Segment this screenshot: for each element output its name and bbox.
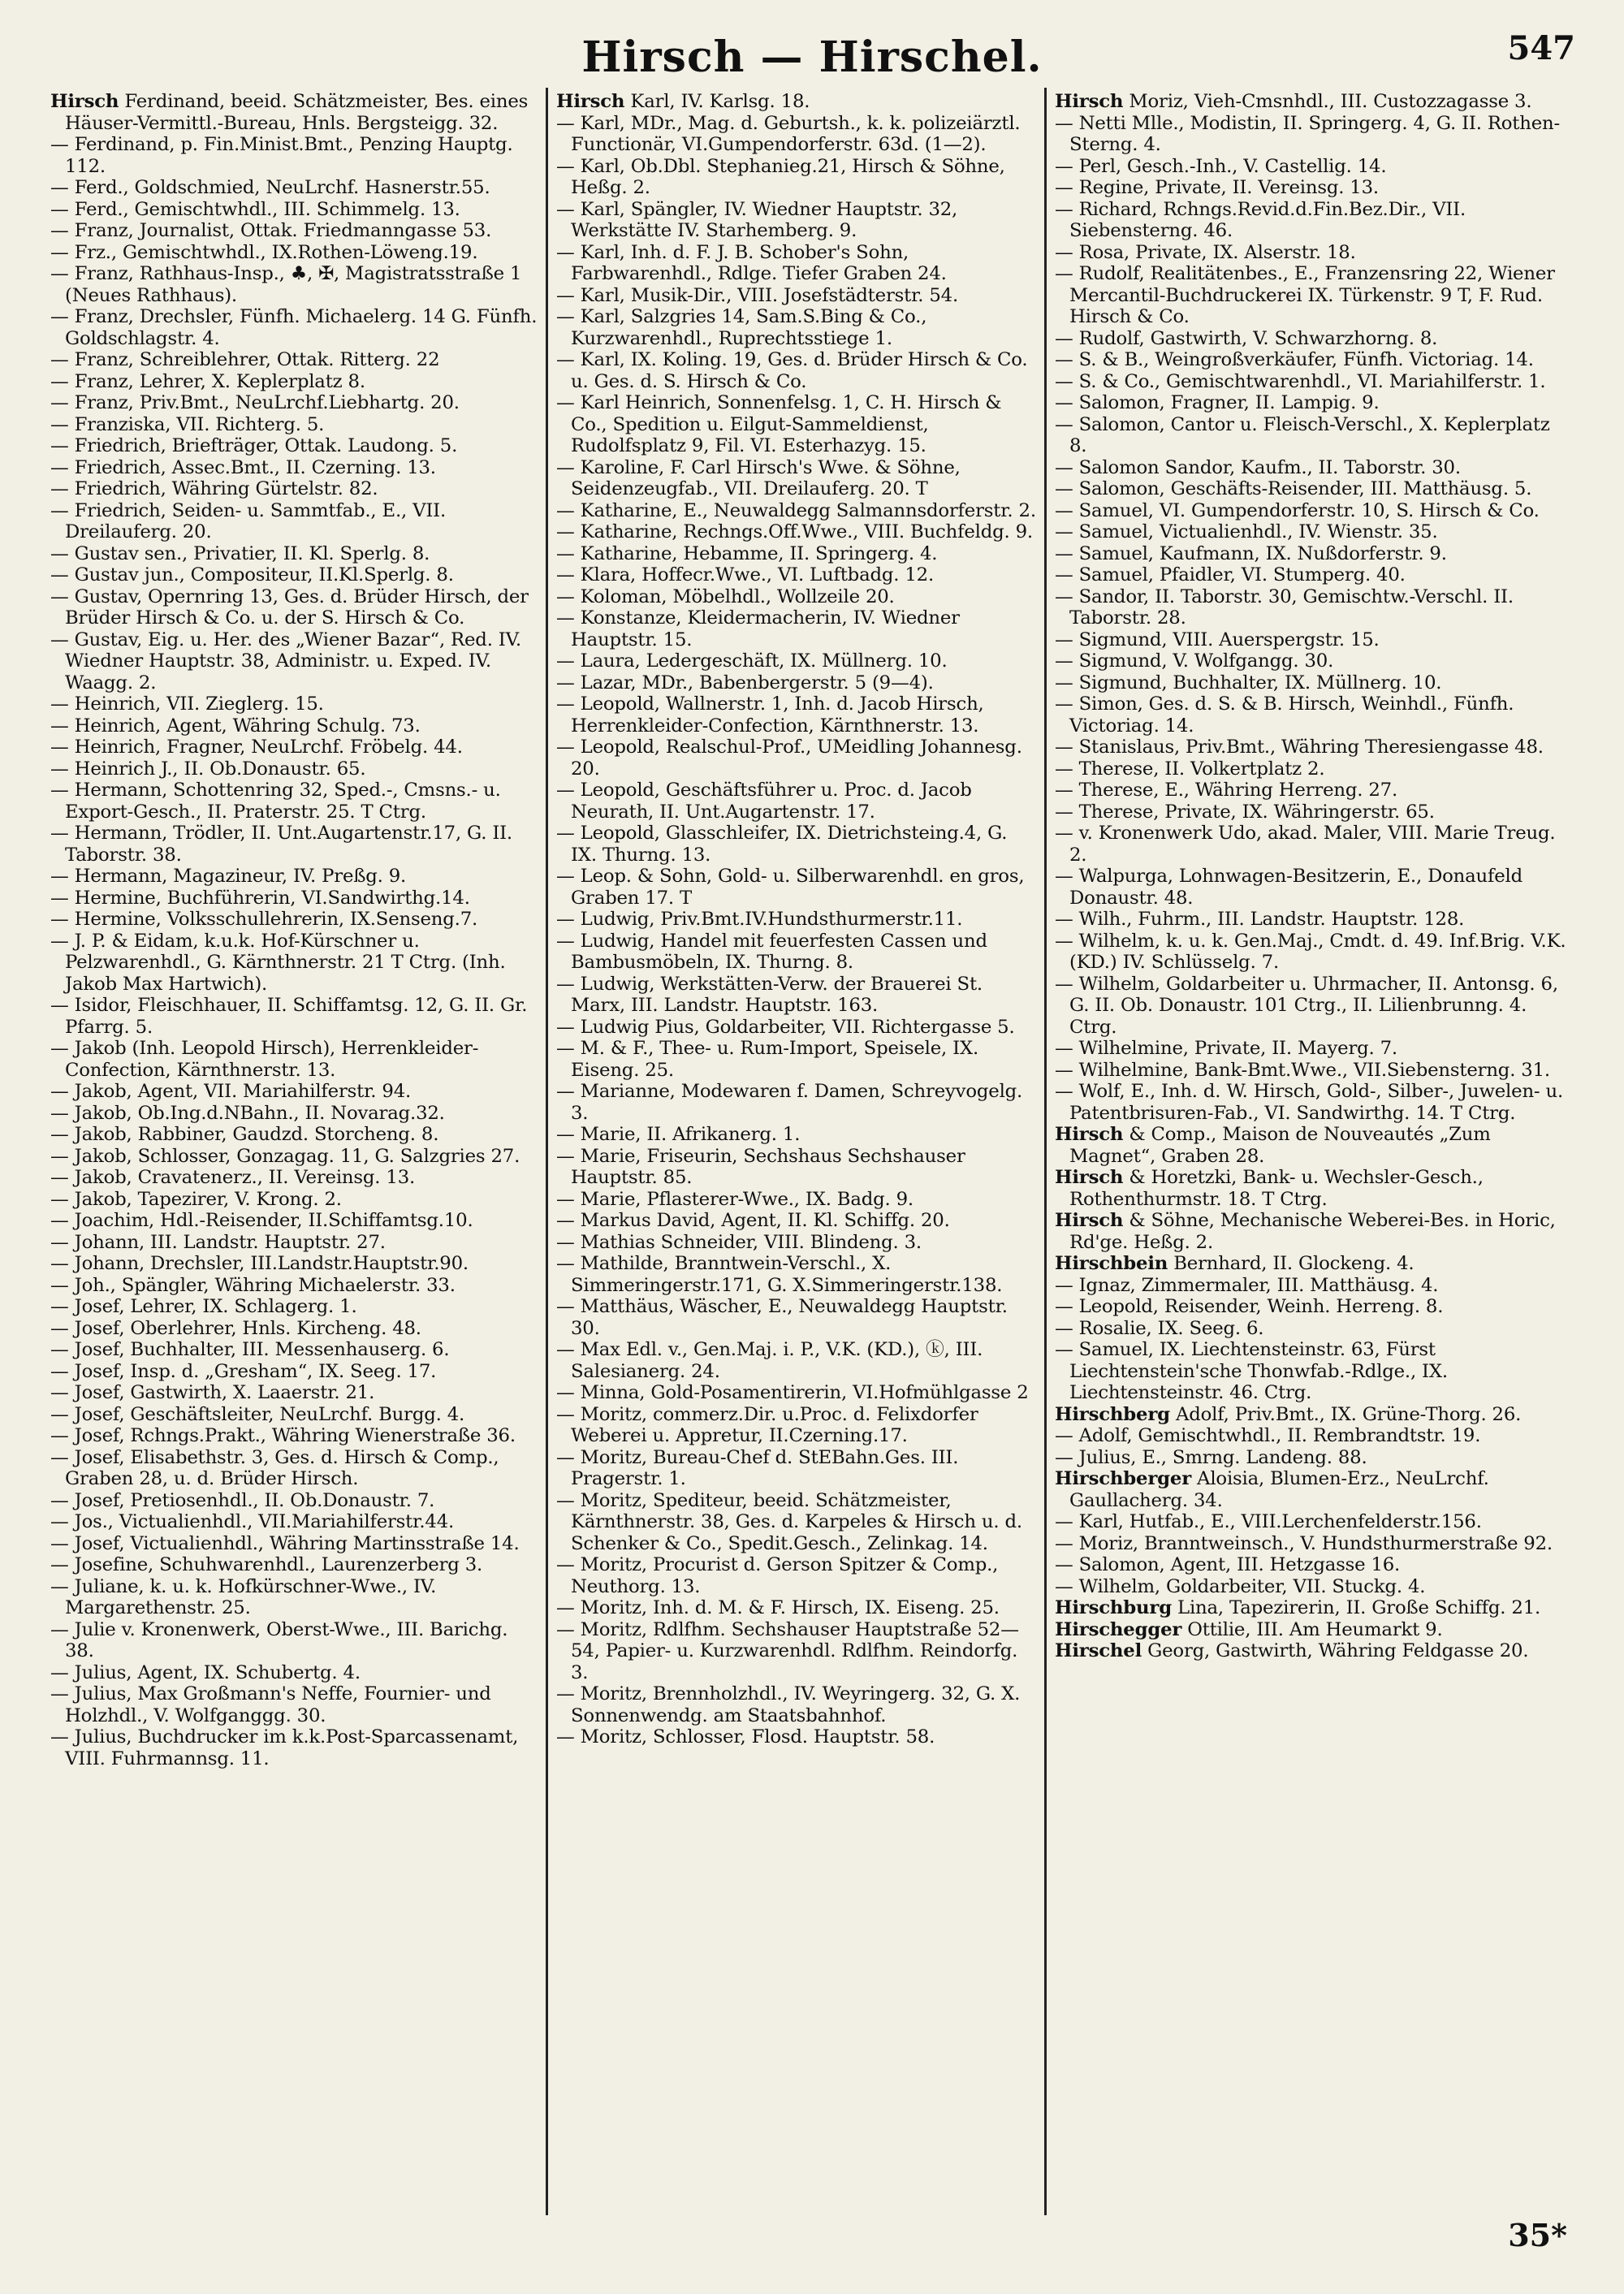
directory-entry: — Samuel, Kaufmann, IX. Nußdorferstr. 9.	[1055, 542, 1447, 564]
directory-entry: Hirschburg Lina, Tapezirerin, II. Große Schiffg. 21.	[1055, 1597, 1541, 1618]
directory-entry: — S. & Co., Gemischtwarenhdl., VI. Mariahilferstr. 1.	[1055, 370, 1546, 392]
directory-entry: — Minna, Gold-Posamentirerin, VI.Hofmühlgasse 2	[556, 1382, 1029, 1403]
directory-entry: — Markus David, Agent, II. Kl. Schiffg. 20.	[556, 1210, 950, 1231]
directory-entry: Hirschegger Ottilie, III. Am Heumarkt 9.	[1055, 1618, 1443, 1640]
directory-entry: — Moritz, Schlosser, Flosd. Hauptstr. 58.	[556, 1726, 935, 1748]
directory-entry: — v. Kronenwerk Udo, akad. Maler, VIII. Marie Treug. 2.	[1055, 823, 1556, 866]
directory-entry: — Karoline, F. Carl Hirsch's Wwe. & Söhne, Seidenzeugfab., VII. Dreilauferg. 20. T	[556, 456, 961, 499]
directory-entry: — Juliane, k. u. k. Hofkürschner-Wwe., IV. Margarethenstr. 25.	[50, 1575, 437, 1618]
directory-entry: — Therese, II. Volkertplatz 2.	[1055, 758, 1325, 780]
directory-entry: — Josef, Rchngs.Prakt., Währing Wienerstraße 36.	[50, 1425, 516, 1446]
directory-entry: — Wilh., Fuhrm., III. Landstr. Hauptstr. 128.	[1055, 909, 1465, 930]
directory-entry: — Franz, Drechsler, Fünfh. Michaelerg. 14 G. Fünfh. Goldschlagstr. 4.	[50, 306, 538, 349]
directory-entry: — Karl, Salzgries 14, Sam.S.Bing & Co., Kurzwarenhdl., Ruprechtsstiege 1.	[556, 306, 927, 349]
directory-entry: — Moritz, commerz.Dir. u.Proc. d. Felixdorfer Weberei u. Appretur, II.Czerning.17.	[556, 1403, 978, 1446]
directory-entry: — Rudolf, Gastwirth, V. Schwarzhorng. 8.	[1055, 327, 1438, 349]
directory-entry: — Leop. & Sohn, Gold- u. Silberwarenhdl. en gros, Graben 17. T	[556, 866, 1025, 909]
directory-entry: — Katharine, E., Neuwaldegg Salmannsdorferstr. 2.	[556, 499, 1036, 521]
directory-entry: — Samuel, Pfaidler, VI. Stumperg. 40.	[1055, 564, 1406, 585]
directory-entry: — Leopold, Realschul-Prof., UMeidling Johannesg. 20.	[556, 737, 1022, 780]
directory-entry: — Josef, Elisabethstr. 3, Ges. d. Hirsch & Comp., Graben 28, u. d. Brüder Hirsch.	[50, 1446, 499, 1489]
directory-entry: — Samuel, Victualienhdl., IV. Wienstr. 35.	[1055, 521, 1438, 542]
directory-entry: — Wolf, E., Inh. d. W. Hirsch, Gold-, Silber-, Juwelen- u. Patentbrisuren-Fab., VI. Sandwirthg. 14. T Ctrg.	[1055, 1081, 1563, 1124]
surname-heading: Hirsch	[1055, 1210, 1124, 1231]
directory-entry: — Ludwig Pius, Goldarbeiter, VII. Richtergasse 5.	[556, 1016, 1015, 1038]
directory-entry: — Ludwig, Handel mit feuerfesten Cassen und Bambusmöbeln, IX. Thurng. 8.	[556, 930, 987, 973]
directory-entry: — Josef, Geschäftsleiter, NeuLrchf. Burgg. 4.	[50, 1403, 465, 1425]
directory-entry: — M. & F., Thee- u. Rum-Import, Speisele, IX. Eiseng. 25.	[556, 1038, 979, 1081]
directory-entry: Hirsch & Horetzki, Bank- u. Wechsler-Gesch., Rothenthurmstr. 18. T Ctrg.	[1055, 1167, 1484, 1210]
directory-entry: — Salomon Sandor, Kaufm., II. Taborstr. 30.	[1055, 456, 1461, 478]
page-header	[49, 24, 1575, 89]
directory-entry: — Karl, Spängler, IV. Wiedner Hauptstr. 32, Werkstätte IV. Starhemberg. 9.	[556, 198, 958, 241]
directory-entry: — Moritz, Inh. d. M. & F. Hirsch, IX. Eiseng. 25.	[556, 1597, 1000, 1618]
directory-entry: — Walpurga, Lohnwagen-Besitzerin, E., Donaufeld Donaustr. 48.	[1055, 866, 1523, 909]
directory-entry: — Ludwig, Werkstätten-Verw. der Brauerei St. Marx, III. Landstr. Hauptstr. 163.	[556, 973, 983, 1016]
directory-entry: — Wilhelmine, Private, II. Mayerg. 7.	[1055, 1038, 1397, 1059]
directory-entry: — Gustav, Opernring 13, Ges. d. Brüder Hirsch, der Brüder Hirsch & Co. u. der S. Hirsch & Co.	[50, 585, 529, 629]
directory-columns	[42, 88, 1593, 2215]
directory-entry: — Hermine, Buchführerin, VI.Sandwirthg.14.	[50, 887, 470, 909]
directory-entry: — S. & B., Weingroßverkäufer, Fünfh. Victoriag. 14.	[1055, 349, 1534, 370]
directory-entry: — Friedrich, Seiden- u. Sammtfab., E., VII. Dreilauferg. 20.	[50, 499, 447, 542]
directory-entry: — Franz, Schreiblehrer, Ottak. Ritterg. 22	[50, 349, 440, 370]
directory-entry: — Leopold, Wallnerstr. 1, Inh. d. Jacob Hirsch, Herrenkleider-Confection, Kärnthnerstr. 13.	[556, 693, 984, 737]
directory-entry: — Johann, III. Landstr. Hauptstr. 27.	[50, 1231, 386, 1253]
surname-heading: Hirschegger	[1055, 1618, 1182, 1640]
surname-heading: Hirsch	[1055, 1124, 1124, 1145]
directory-entry: — Karl, Inh. d. F. J. B. Schober's Sohn, Farbwarenhdl., Rdlge. Tiefer Graben 24.	[556, 241, 947, 284]
directory-entry: — Max Edl. v., Gen.Maj. i. P., V.K. (KD.), ⓚ, III. Salesianerg. 24.	[556, 1339, 983, 1382]
directory-entry: — Regine, Private, II. Vereinsg. 13.	[1055, 177, 1379, 198]
directory-entry: Hirschberger Aloisia, Blumen-Erz., NeuLrchf. Gaullacherg. 34.	[1055, 1468, 1489, 1511]
directory-entry: — Salomon, Geschäfts-Reisender, III. Matthäusg. 5.	[1055, 478, 1532, 499]
directory-entry: — Joh., Spängler, Währing Michaelerstr. 33.	[50, 1274, 456, 1296]
directory-entry: — Leopold, Glasschleifer, IX. Dietrichsteing.4, G. IX. Thurng. 13.	[556, 823, 1008, 866]
directory-entry: — Josef, Lehrer, IX. Schlagerg. 1.	[50, 1296, 357, 1317]
directory-entry: — Ferdinand, p. Fin.Minist.Bmt., Penzing Hauptg. 112.	[50, 134, 513, 177]
directory-entry: — Marie, Pflasterer-Wwe., IX. Badg. 9.	[556, 1188, 914, 1210]
directory-entry: Hirschel Georg, Gastwirth, Währing Feldgasse 20.	[1055, 1640, 1529, 1661]
directory-entry: — Joachim, Hdl.-Reisender, II.Schiffamtsg.10.	[50, 1210, 473, 1231]
directory-entry: — Sandor, II. Taborstr. 30, Gemischtw.-Verschl. II. Taborstr. 28.	[1055, 585, 1514, 629]
directory-entry: — Franz, Lehrer, X. Keplerplatz 8.	[50, 370, 365, 392]
directory-entry: — Hermann, Magazineur, IV. Preßg. 9.	[50, 866, 407, 887]
directory-entry: — Lazar, MDr., Babenbergerstr. 5 (9—4).	[556, 672, 934, 693]
surname-heading: Hirsch	[556, 91, 625, 112]
directory-entry: — Josefine, Schuhwarenhdl., Laurenzerberg 3.	[50, 1554, 483, 1575]
directory-entry: — Salomon, Fragner, II. Lampig. 9.	[1055, 392, 1380, 413]
directory-entry: — Wilhelm, Goldarbeiter u. Uhrmacher, II. Antonsg. 6, G. II. Ob. Donaustr. 101 Ctrg., II. Lilienbrunng. 4. Ctrg.	[1055, 973, 1558, 1038]
directory-entry: Hirschberg Adolf, Priv.Bmt., IX. Grüne-Thorg. 26.	[1055, 1403, 1522, 1425]
directory-entry: — Karl Heinrich, Sonnenfelsg. 1, C. H. Hirsch & Co., Spedition u. Eilgut-Sammeldienst, Rudolfsplatz 9, Fil. VI. Esterhazyg. 15.	[556, 392, 1002, 456]
directory-entry: — Marie, Friseurin, Sechshaus Sechshauser Hauptstr. 85.	[556, 1145, 965, 1188]
directory-entry: — Wilhelm, Goldarbeiter, VII. Stuckg. 4.	[1055, 1575, 1426, 1597]
directory-entry: — Friedrich, Briefträger, Ottak. Laudong. 5.	[50, 435, 458, 456]
directory-entry: — Jakob (Inh. Leopold Hirsch), Herrenkleider-Confection, Kärnthnerstr. 13.	[50, 1038, 479, 1081]
surname-heading: Hirsch	[1055, 91, 1124, 112]
surname-heading: Hirschberger	[1055, 1468, 1192, 1489]
directory-entry: — Heinrich, VII. Zieglerg. 15.	[50, 693, 324, 715]
directory-entry: — Johann, Drechsler, III.Landstr.Hauptstr.90.	[50, 1253, 469, 1274]
directory-entry: — Klara, Hoffecr.Wwe., VI. Luftbadg. 12.	[556, 564, 934, 585]
directory-entry: — Matthäus, Wäscher, E., Neuwaldegg Hauptstr. 30.	[556, 1296, 1008, 1339]
directory-entry: — Samuel, IX. Liechtensteinstr. 63, Fürst Liechtenstein'sche Thonwfab.-Rdlge., IX. Liechtensteinstr. 46. Ctrg.	[1055, 1339, 1448, 1403]
directory-entry: Hirsch & Comp., Maison de Nouveautés „Zum Magnet“, Graben 28.	[1055, 1124, 1491, 1167]
directory-entry: — Samuel, VI. Gumpendorferstr. 10, S. Hirsch & Co.	[1055, 499, 1540, 521]
directory-entry: — Rosa, Private, IX. Alserstr. 18.	[1055, 241, 1356, 263]
directory-entry: — Ferd., Goldschmied, NeuLrchf. Hasnerstr.55.	[50, 177, 490, 198]
directory-entry: — Hermine, Volksschullehrerin, IX.Senseng.7.	[50, 909, 478, 930]
directory-entry: — Moritz, Procurist d. Gerson Spitzer & Comp., Neuthorg. 13.	[556, 1554, 999, 1597]
directory-entry: — Jakob, Rabbiner, Gaudzd. Storcheng. 8.	[50, 1124, 439, 1145]
directory-entry: — Friedrich, Assec.Bmt., II. Czerning. 13.	[50, 456, 436, 478]
page-number: 547	[1507, 29, 1575, 67]
directory-entry: — Marie, II. Afrikanerg. 1.	[556, 1124, 801, 1145]
directory-entry: — Moritz, Spediteur, beeid. Schätzmeister, Kärnthnerstr. 38, Ges. d. Karpeles & Hirsch u. d. Schenker & Co., Spedit.Gesch., Zelinkag. 14.	[556, 1489, 1022, 1554]
surname-heading: Hirschel	[1055, 1640, 1142, 1661]
directory-entry: — Franz, Rathhaus-Insp., ♣, ✠, Magistratsstraße 1 (Neues Rathhaus).	[50, 263, 522, 306]
directory-entry: — Hermann, Trödler, II. Unt.Augartenstr.17, G. II. Taborstr. 38.	[50, 823, 512, 866]
directory-entry: — Jakob, Agent, VII. Mariahilferstr. 94.	[50, 1081, 412, 1102]
directory-entry: — Stanislaus, Priv.Bmt., Währing Theresiengasse 48.	[1055, 737, 1544, 758]
page-title: Hirsch — Hirschel.	[581, 32, 1043, 82]
directory-entry: — Josef, Insp. d. „Gresham“, IX. Seeg. 17.	[50, 1360, 437, 1382]
directory-entry: — Therese, Private, IX. Währingerstr. 65.	[1055, 801, 1435, 823]
directory-entry: — Moritz, Brennholzhdl., IV. Weyringerg. 32, G. X. Sonnenwendg. am Staatsbahnhof.	[556, 1683, 1021, 1726]
directory-entry: — Sigmund, Buchhalter, IX. Müllnerg. 10.	[1055, 672, 1442, 693]
directory-entry: — Franz, Journalist, Ottak. Friedmanngasse 53.	[50, 220, 492, 241]
directory-entry: — Julius, Buchdrucker im k.k.Post-Sparcassenamt, VIII. Fuhrmannsg. 11.	[50, 1726, 519, 1769]
surname-heading: Hirschburg	[1055, 1597, 1172, 1618]
directory-entry: — Mathias Schneider, VIII. Blindeng. 3.	[556, 1231, 922, 1253]
directory-entry: — Wilhelm, k. u. k. Gen.Maj., Cmdt. d. 49. Inf.Brig. V.K. (KD.) IV. Schlüsselg. 7.	[1055, 930, 1566, 973]
directory-entry: — Isidor, Fleischhauer, II. Schiffamtsg. 12, G. II. Gr. Pfarrg. 5.	[50, 995, 528, 1038]
directory-entry: — Karl, MDr., Mag. d. Geburtsh., k. k. polizeiärztl. Functionär, VI.Gumpendorferstr. 63d. (1—2).	[556, 112, 1021, 155]
directory-entry: — Mathilde, Branntwein-Verschl., X. Simmeringerstr.171, G. X.Simmeringerstr.138.	[556, 1253, 1003, 1296]
directory-entry: — Salomon, Agent, III. Hetzgasse 16.	[1055, 1554, 1401, 1575]
surname-heading: Hirschberg	[1055, 1403, 1170, 1425]
directory-entry: — Moritz, Bureau-Chef d. StEBahn.Ges. III. Pragerstr. 1.	[556, 1446, 959, 1489]
directory-entry: — J. P. & Eidam, k.u.k. Hof-Kürschner u. Pelzwarenhdl., G. Kärnthnerstr. 21 T Ctrg. (Inh. Jakob Max Hartwich).	[50, 930, 506, 995]
directory-entry: — Heinrich, Agent, Währing Schulg. 73.	[50, 715, 421, 737]
directory-entry: Hirsch & Söhne, Mechanische Weberei-Bes. in Horic, Rd'ge. Heßg. 2.	[1055, 1210, 1556, 1253]
directory-entry: — Jakob, Cravatenerz., II. Vereinsg. 13.	[50, 1167, 416, 1188]
directory-entry: — Sigmund, V. Wolfgangg. 30.	[1055, 650, 1334, 672]
directory-entry: — Karl, Hutfab., E., VIII.Lerchenfelderstr.156.	[1055, 1511, 1482, 1532]
directory-entry: — Leopold, Reisender, Weinh. Herreng. 8.	[1055, 1296, 1444, 1317]
directory-entry: — Josef, Gastwirth, X. Laaerstr. 21.	[50, 1382, 375, 1403]
directory-entry: — Josef, Buchhalter, III. Messenhauserg. 6.	[50, 1339, 450, 1360]
surname-heading: Hirsch	[1055, 1167, 1124, 1188]
directory-entry: — Josef, Oberlehrer, Hnls. Kircheng. 48.	[50, 1317, 421, 1339]
directory-entry: Hirsch Moriz, Vieh-Cmsnhdl., III. Custozzagasse 3.	[1055, 91, 1532, 112]
directory-entry: — Simon, Ges. d. S. & B. Hirsch, Weinhdl., Fünfh. Victoriag. 14.	[1055, 693, 1514, 737]
directory-entry: — Franz, Priv.Bmt., NeuLrchf.Liebhartg. 20.	[50, 392, 460, 413]
directory-entry: — Julius, E., Smrng. Landeng. 88.	[1055, 1446, 1367, 1468]
directory-entry: — Moritz, Rdlfhm. Sechshauser Hauptstraße 52—54, Papier- u. Kurzwarenhdl. Rdlfhm. Reindorfg. 3.	[556, 1618, 1019, 1683]
directory-entry: — Ignaz, Zimmermaler, III. Matthäusg. 4.	[1055, 1274, 1439, 1296]
directory-entry: — Sigmund, VIII. Auerspergstr. 15.	[1055, 629, 1380, 650]
directory-entry: — Julie v. Kronenwerk, Oberst-Wwe., III. Barichg. 38.	[50, 1618, 508, 1661]
directory-entry: — Friedrich, Währing Gürtelstr. 82.	[50, 478, 378, 499]
directory-entry: — Gustav jun., Compositeur, II.Kl.Sperlg. 8.	[50, 564, 454, 585]
directory-entry: — Rudolf, Realitätenbes., E., Franzensring 22, Wiener Mercantil-Buchdruckerei IX. Türkenstr. 9 T, F. Rud. Hirsch & Co.	[1055, 263, 1555, 327]
directory-entry: — Ludwig, Priv.Bmt.IV.Hundsthurmerstr.11.	[556, 909, 963, 930]
directory-column-1	[42, 88, 546, 2215]
directory-column-2	[546, 88, 1044, 2215]
directory-entry: — Jakob, Schlosser, Gonzagag. 11, G. Salzgries 27.	[50, 1145, 520, 1167]
directory-entry: — Netti Mlle., Modistin, II. Springerg. 4, G. II. Rothen-Sterng. 4.	[1055, 112, 1561, 155]
surname-heading: Hirschbein	[1055, 1253, 1168, 1274]
directory-entry: — Franziska, VII. Richterg. 5.	[50, 413, 325, 435]
directory-column-3	[1044, 88, 1577, 2215]
directory-entry: — Julius, Agent, IX. Schubertg. 4.	[50, 1661, 361, 1683]
directory-entry: — Jos., Victualienhdl., VII.Mariahilferstr.44.	[50, 1511, 455, 1532]
directory-entry: Hirsch Ferdinand, beeid. Schätzmeister, Bes. eines Häuser-Vermittl.-Bureau, Hnls. Bergsteigg. 32.	[50, 91, 529, 134]
directory-entry: — Frz., Gemischtwhdl., IX.Rothen-Löweng.19.	[50, 241, 478, 263]
directory-entry: — Julius, Max Großmann's Neffe, Fournier- und Holzhdl., V. Wolfganggg. 30.	[50, 1683, 491, 1726]
directory-entry: — Josef, Pretiosenhdl., II. Ob.Donaustr. 7.	[50, 1489, 435, 1511]
directory-entry: — Richard, Rchngs.Revid.d.Fin.Bez.Dir., VII. Siebensterng. 46.	[1055, 198, 1466, 241]
directory-entry: — Konstanze, Kleidermacherin, IV. Wiedner Hauptstr. 15.	[556, 607, 960, 650]
directory-entry: — Moriz, Branntweinsch., V. Hundsthurmerstraße 92.	[1055, 1532, 1553, 1554]
directory-entry: — Heinrich J., II. Ob.Donaustr. 65.	[50, 758, 366, 780]
signature-mark: 35*	[1508, 2217, 1567, 2253]
directory-entry: — Leopold, Geschäftsführer u. Proc. d. Jacob Neurath, II. Unt.Augartenstr. 17.	[556, 780, 972, 823]
directory-entry: — Ferd., Gemischtwhdl., III. Schimmelg. 13.	[50, 198, 460, 220]
directory-entry: — Jakob, Tapezirer, V. Krong. 2.	[50, 1188, 342, 1210]
directory-entry: — Karl, Ob.Dbl. Stephanieg.21, Hirsch & Söhne, Heßg. 2.	[556, 155, 1005, 198]
directory-entry: — Gustav, Eig. u. Her. des „Wiener Bazar“, Red. IV. Wiedner Hauptstr. 38, Administr. u. Exped. IV. Waagg. 2.	[50, 629, 521, 693]
directory-entry: — Gustav sen., Privatier, II. Kl. Sperlg. 8.	[50, 542, 430, 564]
directory-entry: — Marianne, Modewaren f. Damen, Schreyvogelg. 3.	[556, 1081, 1023, 1124]
directory-entry: — Katharine, Rechngs.Off.Wwe., VIII. Buchfeldg. 9.	[556, 521, 1033, 542]
directory-entry: — Karl, Musik-Dir., VIII. Josefstädterstr. 54.	[556, 284, 959, 306]
directory-entry: — Adolf, Gemischtwhdl., II. Rembrandtstr. 19.	[1055, 1425, 1481, 1446]
directory-entry: — Salomon, Cantor u. Fleisch-Verschl., X. Keplerplatz 8.	[1055, 413, 1550, 456]
directory-entry: — Perl, Gesch.-Inh., V. Castellig. 14.	[1055, 155, 1387, 177]
directory-entry: — Therese, E., Währing Herreng. 27.	[1055, 780, 1397, 801]
directory-entry: — Karl, IX. Koling. 19, Ges. d. Brüder Hirsch & Co. u. Ges. d. S. Hirsch & Co.	[556, 349, 1028, 392]
directory-entry: — Josef, Victualienhdl., Währing Martinsstraße 14.	[50, 1532, 520, 1554]
directory-entry: — Hermann, Schottenring 32, Sped.-, Cmsns.- u. Export-Gesch., II. Praterstr. 25. T Ctrg.	[50, 780, 501, 823]
directory-entry: — Koloman, Möbelhdl., Wollzeile 20.	[556, 585, 895, 607]
directory-entry: — Laura, Ledergeschäft, IX. Müllnerg. 10.	[556, 650, 948, 672]
directory-entry: — Rosalie, IX. Seeg. 6.	[1055, 1317, 1264, 1339]
directory-entry: — Jakob, Ob.Ing.d.NBahn., II. Novarag.32.	[50, 1102, 445, 1124]
directory-entry: — Heinrich, Fragner, NeuLrchf. Fröbelg. 44.	[50, 737, 463, 758]
directory-entry: — Katharine, Hebamme, II. Springerg. 4.	[556, 542, 938, 564]
directory-entry: — Wilhelmine, Bank-Bmt.Wwe., VII.Siebensterng. 31.	[1055, 1059, 1550, 1081]
directory-entry: Hirschbein Bernhard, II. Glockeng. 4.	[1055, 1253, 1415, 1274]
surname-heading: Hirsch	[50, 91, 119, 112]
directory-entry: Hirsch Karl, IV. Karlsg. 18.	[556, 91, 810, 112]
